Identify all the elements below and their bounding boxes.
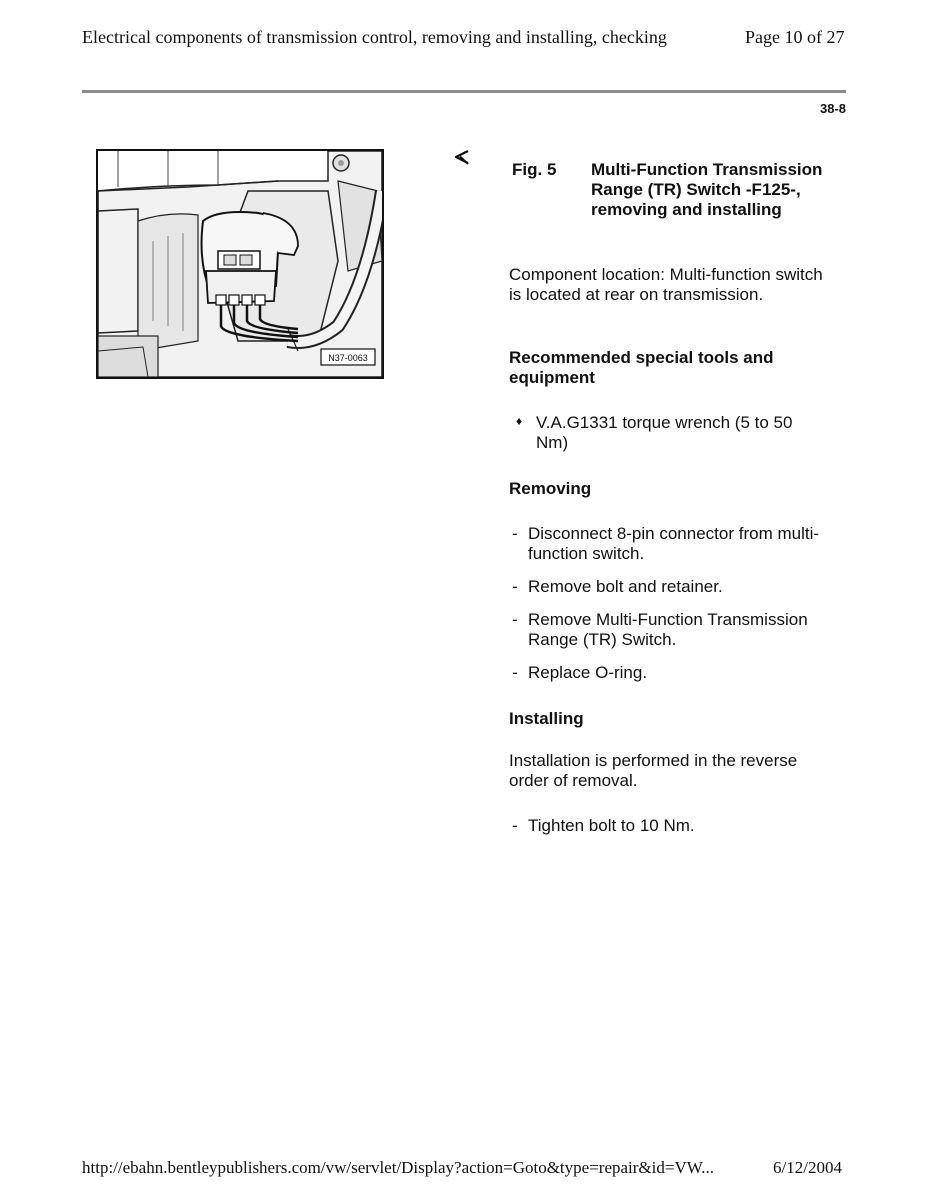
removing-step: Disconnect 8-pin connector from multi-function switch. (528, 524, 820, 563)
figure-illustration (96, 149, 384, 379)
figure-label: N37-0063 (328, 353, 368, 363)
step-dash: - (512, 610, 518, 629)
step-dash: - (512, 663, 518, 682)
installing-text: Installation is performed in the reverse order of removal. (509, 751, 798, 790)
tool-item: V.A.G1331 torque wrench (5 to 50 Nm) (536, 413, 793, 452)
footer-url[interactable]: http://ebahn.bentleypublishers.com/vw/servlet/Display?action=Goto&type=repair&id=VW... (82, 1158, 714, 1177)
installing-heading: Installing (509, 709, 584, 728)
step-dash: - (512, 577, 518, 596)
step-dash: - (512, 816, 518, 835)
footer-date: 6/12/2004 (773, 1158, 842, 1177)
figure-number: Fig. 5 (512, 160, 557, 179)
bullet-diamond-icon: ♦ (516, 414, 523, 428)
removing-step: Replace O-ring. (528, 663, 648, 682)
tools-heading: Recommended special tools and equipment (509, 348, 774, 387)
header-divider (82, 90, 846, 93)
back-arrow-icon[interactable] (453, 149, 471, 167)
page-indicator: Page 10 of 27 (745, 27, 845, 47)
removing-heading: Removing (509, 479, 592, 498)
component-location-text: Component location: Multi-function switch is located at rear on transmission. (509, 265, 823, 304)
step-dash: - (512, 524, 518, 543)
installing-step: Tighten bolt to 10 Nm. (528, 816, 695, 835)
removing-step: Remove Multi-Function Transmission Range (TR) Switch. (528, 610, 808, 649)
document-title: Electrical components of transmission control, removing and installing, checking (82, 27, 667, 47)
section-number: 38-8 (819, 101, 846, 116)
removing-step: Remove bolt and retainer. (528, 577, 723, 596)
figure-title: Multi-Function Transmission Range (TR) Switch -F125-, removing and installing (591, 160, 823, 219)
